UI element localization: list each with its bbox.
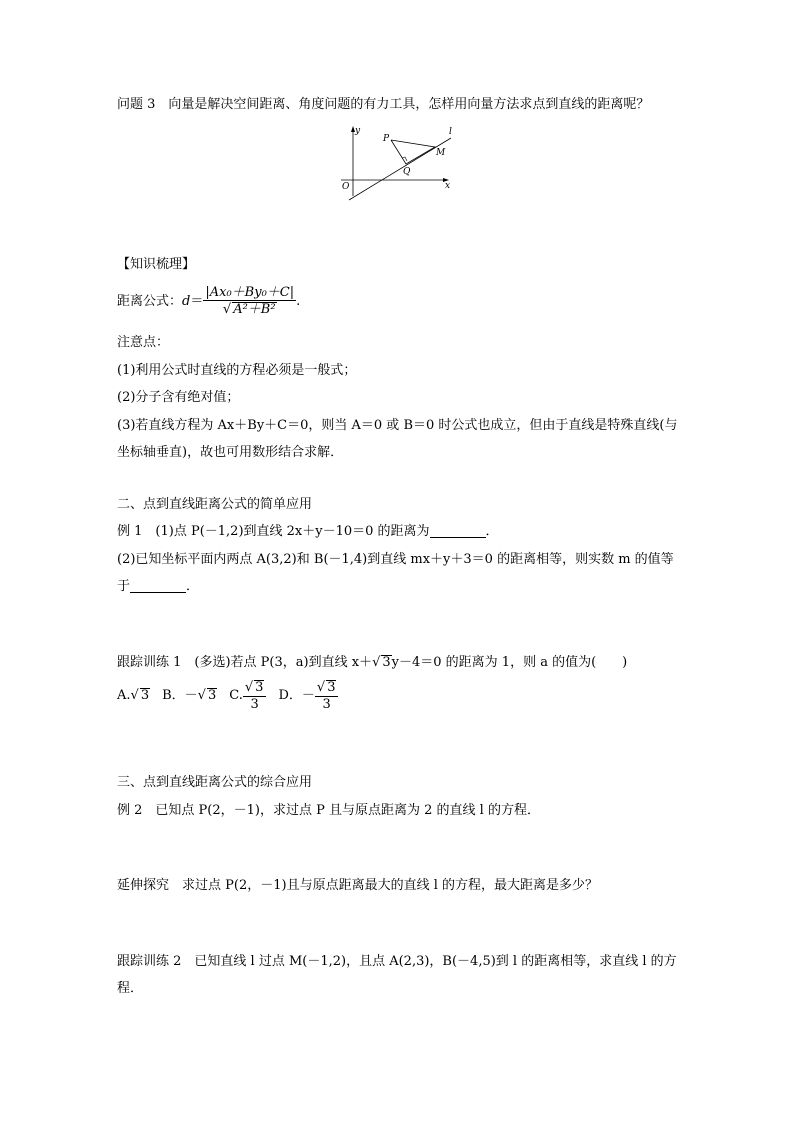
track-2-line-2: 程． [117, 981, 144, 996]
formula-end: . [296, 294, 301, 310]
extension-inquiry: 延伸探究 求过点 P(2，－1)且与原点距离最大的直线 l 的方程，最大距离是多少？ [117, 878, 598, 893]
option-b-radicand: 3 [207, 687, 217, 703]
option-b[interactable]: B．－√ 3 [162, 687, 217, 703]
option-a-radicand: 3 [140, 687, 150, 703]
formula-fraction [203, 286, 296, 317]
option-d-den: 3 [322, 697, 331, 713]
label-q: Q [403, 167, 411, 177]
track-1-stem-b: y－4＝0 的距离为 1，则 a 的值为( ) [391, 655, 628, 670]
section-3-heading: 三、点到直线距离公式的综合应用 [117, 775, 313, 790]
note-1: (1)利用公式时直线的方程必须是一般式； [117, 363, 357, 378]
answer-blank-1[interactable] [430, 523, 486, 538]
label-m: M [436, 148, 446, 158]
track-1-stem-sqrt: 3 [382, 655, 391, 670]
option-c-den: 3 [250, 697, 259, 713]
formula-numerator: |Ax₀＋By₀＋C| [205, 285, 295, 300]
formula-denominator: √ A²＋B² [222, 302, 276, 317]
formula-eq: ＝ [190, 294, 204, 310]
option-d[interactable]: D．－ $\frac{√ 3}{3}$ [278, 680, 338, 711]
example-2: 例 2 已知点 P(2，－1)，求过点 P 且与原点距离为 2 的直线 l 的方程． [117, 803, 540, 818]
distance-formula [117, 286, 300, 317]
note-3-line-2: 坐标轴垂直)，故也可用数形结合求解． [117, 445, 344, 460]
answer-blank-2[interactable] [130, 578, 186, 593]
question-3-text: 向量是解决空间距离、角度问题的有力工具，怎样用向量方法求点到直线的距离呢？ [168, 97, 650, 112]
option-d-radicand: 3 [327, 680, 336, 695]
question-3 [117, 96, 649, 114]
knowledge-heading: 【知识梳理】 [117, 257, 196, 272]
example-1-end-1: ． [485, 524, 499, 539]
formula-label: 距离公式： [117, 294, 183, 310]
label-p: P [383, 134, 390, 144]
label-x: x [445, 181, 451, 191]
label-o: O [342, 182, 350, 192]
label-y: y [355, 126, 361, 136]
formula-d: d [182, 294, 191, 310]
track-1-stem-a: 跟踪训练 1 (多选)若点 P(3，a)到直线 x＋ [117, 655, 373, 670]
note-2: (2)分子含有绝对值； [117, 390, 240, 405]
section-2-heading: 二、点到直线距离公式的简单应用 [117, 497, 313, 512]
option-c[interactable]: C. $\frac{√ 3}{3}$ [229, 680, 266, 711]
option-a[interactable]: A.√ 3 [117, 687, 150, 703]
example-1-line-1 [117, 523, 499, 541]
question-3-label: 问题 3 [117, 97, 156, 112]
track-1-options [117, 680, 350, 711]
note-3-line-1: (3)若直线方程为 Ax＋By＋C＝0，则当 A＝0 或 B＝0 时公式也成立，但由于直线是特殊直线(与 [117, 418, 678, 433]
example-1-text-1: 例 1 (1)点 P(－1,2)到直线 2x＋y－10＝0 的距离为 [117, 524, 430, 539]
formula-radicand: A²＋B² [233, 302, 276, 317]
label-l: l [449, 127, 452, 137]
option-c-radicand: 3 [255, 680, 264, 695]
example-1-text-3: 于 [117, 579, 131, 594]
notes-title: 注意点： [117, 335, 170, 350]
example-1-line-3 [117, 578, 199, 596]
example-1-end-3: ． [186, 579, 200, 594]
example-1-line-2: (2)已知坐标平面内两点 A(3,2)和 B(－1,4)到直线 mx＋y＋3＝0 的距离相等，则实数 m 的值等 [117, 552, 674, 567]
coordinate-figure [335, 122, 460, 204]
track-2-line-1: 跟踪训练 2 已知直线 l 过点 M(－1,2)，且点 A(2,3)，B(－4,5)到 l 的距离相等，求直线 l 的方 [117, 954, 677, 969]
track-1-stem: 跟踪训练 1 (多选)若点 P(3，a)到直线 x＋√ 3y－4＝0 的距离为 1，则 a 的值为( ) [117, 655, 628, 670]
